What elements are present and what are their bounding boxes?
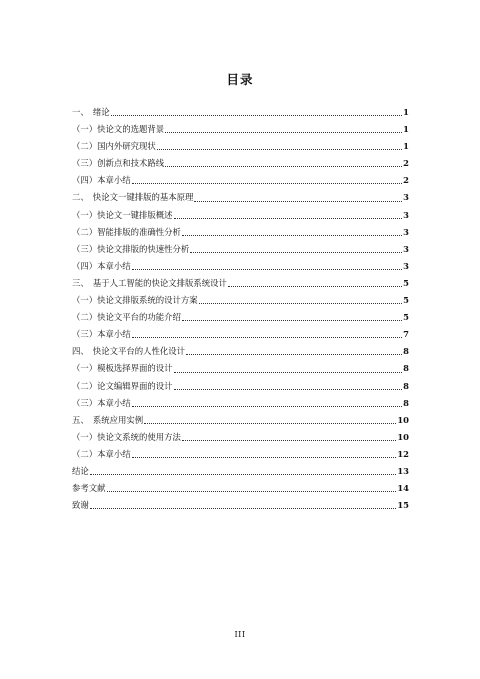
toc-entry-page: 1 bbox=[403, 124, 409, 135]
toc-dot-leader bbox=[144, 422, 396, 424]
toc-entry-label: （四）本章小结 bbox=[72, 175, 131, 186]
toc-dot-leader bbox=[194, 200, 402, 202]
toc-entry[interactable] bbox=[72, 463, 409, 480]
toc-dot-leader bbox=[111, 114, 402, 116]
toc-entry[interactable] bbox=[72, 172, 409, 189]
toc-entry-page: 13 bbox=[397, 465, 409, 476]
toc-entry-label: （四）本章小结 bbox=[72, 260, 131, 271]
toc-entry-label: （二）快论文平台的功能介绍 bbox=[72, 312, 181, 323]
toc-entry[interactable] bbox=[72, 429, 409, 446]
toc-dot-leader bbox=[132, 268, 402, 270]
toc-entry-page: 15 bbox=[397, 500, 409, 511]
toc-entry-page: 8 bbox=[403, 397, 409, 408]
toc-entry-label: （三）本章小结 bbox=[72, 329, 131, 340]
toc-entry-label: （二）国内外研究现状 bbox=[72, 141, 156, 152]
toc-entry-label: （一）快论文系统的使用方法 bbox=[72, 431, 181, 442]
toc-entry-page: 10 bbox=[397, 431, 409, 442]
toc-entry-label: 五、 系统应用实例 bbox=[72, 414, 144, 425]
toc-entry-page: 5 bbox=[403, 312, 409, 323]
page-title: 目录 bbox=[226, 72, 254, 87]
toc-entry-label: 参考文献 bbox=[72, 483, 106, 494]
toc-entry[interactable] bbox=[72, 395, 409, 412]
toc-dot-leader bbox=[165, 131, 402, 133]
toc-entry[interactable] bbox=[72, 241, 409, 258]
toc-dot-leader bbox=[157, 148, 402, 150]
toc-entry[interactable] bbox=[72, 360, 409, 377]
toc-entry-page: 14 bbox=[397, 483, 409, 494]
toc-dot-leader bbox=[190, 251, 402, 253]
toc-entry[interactable] bbox=[72, 480, 409, 497]
toc-dot-leader bbox=[132, 182, 402, 184]
toc-entry[interactable] bbox=[72, 309, 409, 326]
toc-entry-label: （三）本章小结 bbox=[72, 397, 131, 408]
toc-entry-page: 1 bbox=[403, 141, 409, 152]
toc-entry-page: 3 bbox=[403, 260, 409, 271]
toc-entry-page: 2 bbox=[403, 158, 409, 169]
toc-entry-label: （二）论文编辑界面的设计 bbox=[72, 380, 173, 391]
toc-entry-page: 8 bbox=[403, 380, 409, 391]
toc-entry-page: 3 bbox=[403, 192, 409, 203]
toc-entry-label: （一）快论文的选题背景 bbox=[72, 124, 165, 135]
toc-dot-leader bbox=[182, 319, 402, 321]
toc-entry[interactable] bbox=[72, 378, 409, 395]
toc-dot-leader bbox=[174, 371, 403, 373]
toc-entry-page: 7 bbox=[403, 329, 409, 340]
toc-dot-leader bbox=[107, 490, 397, 492]
toc-entry-label: 三、 基于人工智能的快论文排版系统设计 bbox=[72, 277, 227, 288]
toc-entry-page: 10 bbox=[397, 414, 409, 425]
toc-entry[interactable] bbox=[72, 155, 409, 172]
toc-entry-label: （二）智能排版的准确性分析 bbox=[72, 226, 181, 237]
toc-dot-leader bbox=[90, 473, 397, 475]
toc-entry-page: 3 bbox=[403, 243, 409, 254]
toc-entry[interactable] bbox=[72, 104, 409, 121]
toc-entry-page: 2 bbox=[403, 175, 409, 186]
toc-dot-leader bbox=[90, 507, 397, 509]
toc-entry-page: 5 bbox=[403, 295, 409, 306]
toc-entry[interactable] bbox=[72, 412, 409, 429]
toc-dot-leader bbox=[199, 302, 402, 304]
toc-entry[interactable] bbox=[72, 326, 409, 343]
toc-entry-label: 致谢 bbox=[72, 500, 89, 511]
toc-entry-page: 1 bbox=[403, 107, 409, 117]
toc-dot-leader bbox=[132, 336, 402, 338]
toc-dot-leader bbox=[228, 285, 402, 287]
toc-entry-label: （一）快论文排版系统的设计方案 bbox=[72, 295, 198, 306]
toc-entry[interactable] bbox=[72, 224, 409, 241]
toc-entry[interactable] bbox=[72, 275, 409, 292]
table-of-contents bbox=[72, 104, 409, 514]
toc-entry-label: （三）快论文排版的快速性分析 bbox=[72, 243, 190, 254]
toc-entry[interactable] bbox=[72, 207, 409, 224]
toc-entry-label: （二）本章小结 bbox=[72, 448, 131, 459]
toc-entry-page: 8 bbox=[403, 346, 409, 357]
toc-entry[interactable] bbox=[72, 497, 409, 514]
toc-entry[interactable] bbox=[72, 292, 409, 309]
toc-entry-page: 8 bbox=[403, 363, 409, 374]
toc-dot-leader bbox=[132, 405, 402, 407]
toc-entry-page: 5 bbox=[403, 277, 409, 288]
toc-entry-label: 一、 绪论 bbox=[72, 107, 110, 117]
toc-dot-leader bbox=[186, 353, 402, 355]
toc-dot-leader bbox=[182, 234, 402, 236]
toc-entry-label: 二、 快论文一键排版的基本原理 bbox=[72, 192, 194, 203]
toc-entry[interactable] bbox=[72, 121, 409, 138]
toc-entry[interactable] bbox=[72, 138, 409, 155]
toc-entry-page: 3 bbox=[403, 209, 409, 220]
page-number: III bbox=[234, 630, 246, 639]
toc-entry[interactable] bbox=[72, 258, 409, 275]
toc-dot-leader bbox=[132, 456, 397, 458]
toc-entry-label: （一）模板选择界面的设计 bbox=[72, 363, 173, 374]
toc-dot-leader bbox=[182, 439, 396, 441]
toc-dot-leader bbox=[174, 217, 403, 219]
toc-dot-leader bbox=[174, 388, 403, 390]
toc-entry[interactable] bbox=[72, 446, 409, 463]
toc-entry-page: 12 bbox=[397, 448, 409, 459]
toc-entry[interactable] bbox=[72, 189, 409, 206]
toc-entry-page: 3 bbox=[403, 226, 409, 237]
toc-entry-label: 四、 快论文平台的人性化设计 bbox=[72, 346, 186, 357]
toc-entry-label: 结论 bbox=[72, 465, 89, 476]
toc-entry-label: （三）创新点和技术路线 bbox=[72, 158, 165, 169]
toc-dot-leader bbox=[165, 165, 402, 167]
toc-entry-label: （一）快论文一键排版概述 bbox=[72, 209, 173, 220]
toc-entry[interactable] bbox=[72, 343, 409, 360]
